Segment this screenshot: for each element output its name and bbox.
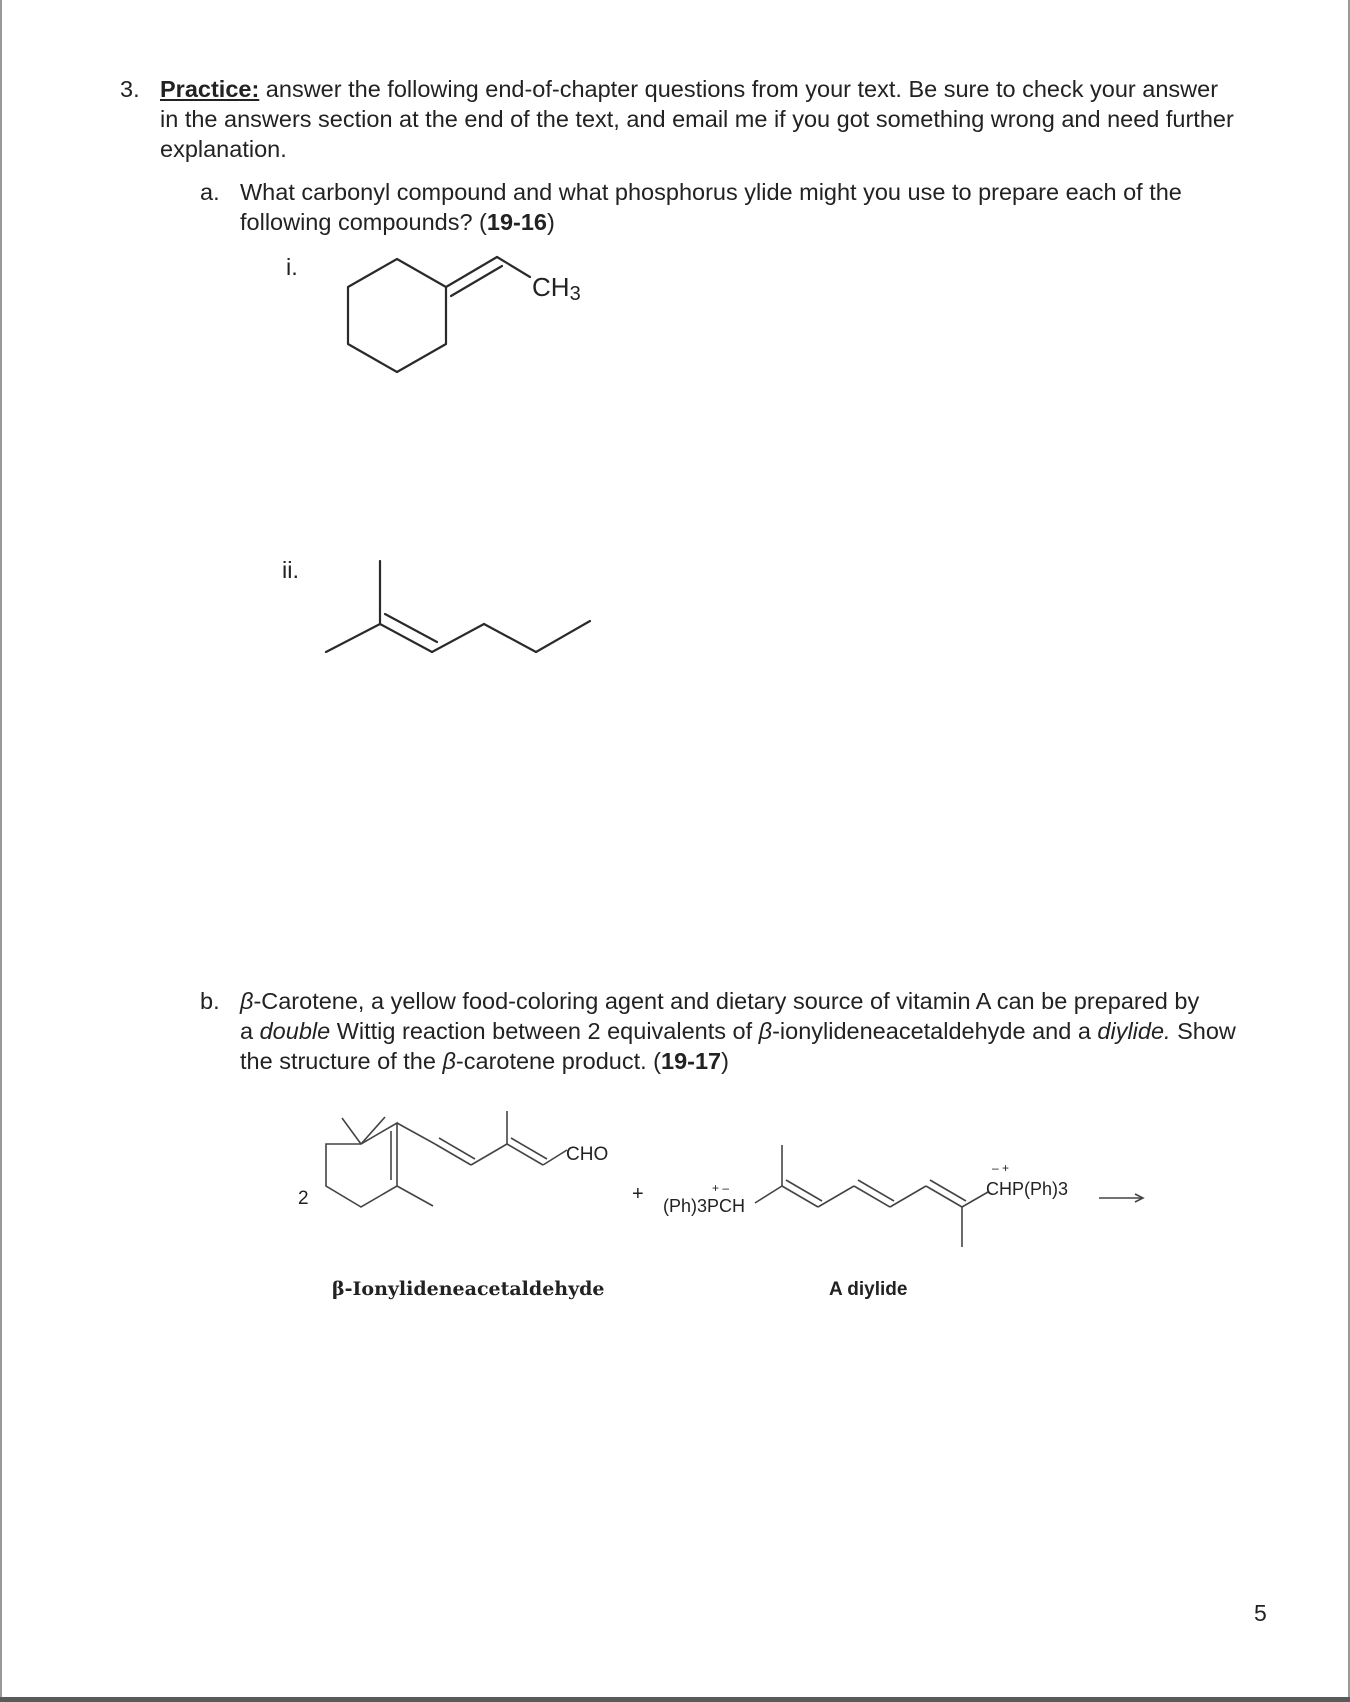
- part-b-line-2: a double Wittig reaction between 2 equivalents of β-ionylideneacetaldehyde and a diylide. Show: [240, 1018, 1236, 1044]
- diylide-label: A diylide: [829, 1279, 908, 1300]
- double-bond-a: [380, 624, 432, 652]
- chain-2-double-a: [435, 1144, 471, 1165]
- d-chain-3: [818, 1186, 854, 1207]
- d-chain-1: [755, 1186, 782, 1203]
- chain-1: [397, 1123, 435, 1144]
- d-chain-6-double-a: [926, 1186, 962, 1207]
- chain-4-double-b: [511, 1138, 547, 1159]
- chain-bond-3: [536, 621, 590, 652]
- reactant-label: β-Ionylideneacetaldehyde: [332, 1278, 605, 1300]
- structure-ii: [326, 561, 590, 652]
- gem-methyl-2: [361, 1117, 385, 1144]
- part-a-reference: 19-16: [486, 209, 547, 235]
- right-ylide-charges: – +: [992, 1161, 1010, 1175]
- d-chain-6-double-b: [930, 1180, 966, 1201]
- question-number: 3.: [120, 76, 140, 102]
- part-a-label: a.: [200, 179, 220, 205]
- gem-methyl-1: [342, 1118, 361, 1144]
- d-chain-5: [890, 1186, 926, 1207]
- part-a-line-1: What carbonyl compound and what phosphorus ylide might you use to prepare each of the: [240, 179, 1182, 205]
- beta-ionylideneacetaldehyde-structure: [298, 1111, 608, 1209]
- left-ylide-charges: + –: [712, 1181, 730, 1195]
- part-b-label: b.: [200, 988, 220, 1014]
- d-chain-4-double-b: [858, 1180, 894, 1201]
- question-line-3: explanation.: [160, 136, 287, 162]
- item-i-label: i.: [286, 254, 298, 280]
- d-chain-7: [962, 1192, 988, 1207]
- chain-3: [471, 1144, 507, 1165]
- part-b-reference: 19-17: [661, 1048, 722, 1074]
- item-ii-label: ii.: [282, 557, 299, 583]
- methyl-label: CH3: [532, 272, 581, 305]
- reaction-arrow: [1099, 1194, 1143, 1202]
- chain-bond-1: [432, 624, 484, 652]
- chain-2-double-b: [439, 1138, 475, 1159]
- d-chain-2-double-b: [786, 1180, 822, 1201]
- coefficient-2: 2: [298, 1188, 309, 1209]
- double-bond-b: [385, 614, 437, 642]
- plus-sign: +: [632, 1183, 644, 1205]
- right-ylide-group: CHP(Ph)3: [986, 1179, 1069, 1199]
- aldehyde-group: CHO: [566, 1144, 609, 1165]
- cyclohexene-ring: [326, 1123, 397, 1207]
- chain-bond-2: [484, 624, 536, 652]
- left-ylide-group: (Ph)3PCH: [663, 1196, 746, 1216]
- question-line-1: Practice: answer the following end-of-chapter questions from your text. Be sure to check your answer: [160, 76, 1219, 102]
- chain-4-double-a: [507, 1144, 543, 1165]
- structure-i: [348, 257, 581, 372]
- practice-heading: Practice:: [160, 76, 260, 102]
- ring-methyl: [397, 1186, 433, 1206]
- chain-5: [543, 1150, 567, 1165]
- diylide-structure: [663, 1145, 1068, 1247]
- part-b-line-1: β-Carotene, a yellow food-coloring agent and dietary source of vitamin A can be prepared by: [240, 988, 1200, 1014]
- exocyclic-double-bond-a: [446, 257, 497, 287]
- d-chain-4-double-a: [854, 1186, 890, 1207]
- page-number: 5: [1254, 1600, 1267, 1626]
- part-b-line-3: the structure of the β-carotene product. (19-17): [240, 1048, 729, 1074]
- methyl-bond-left: [326, 624, 380, 652]
- d-chain-2-double-a: [782, 1186, 818, 1207]
- exocyclic-double-bond-b: [451, 266, 502, 296]
- cyclohexane-ring: [348, 259, 446, 372]
- part-a-line-2: following compounds? (19-16): [240, 209, 555, 235]
- question-line-2: in the answers section at the end of the text, and email me if you got something wrong and need further: [160, 106, 1234, 132]
